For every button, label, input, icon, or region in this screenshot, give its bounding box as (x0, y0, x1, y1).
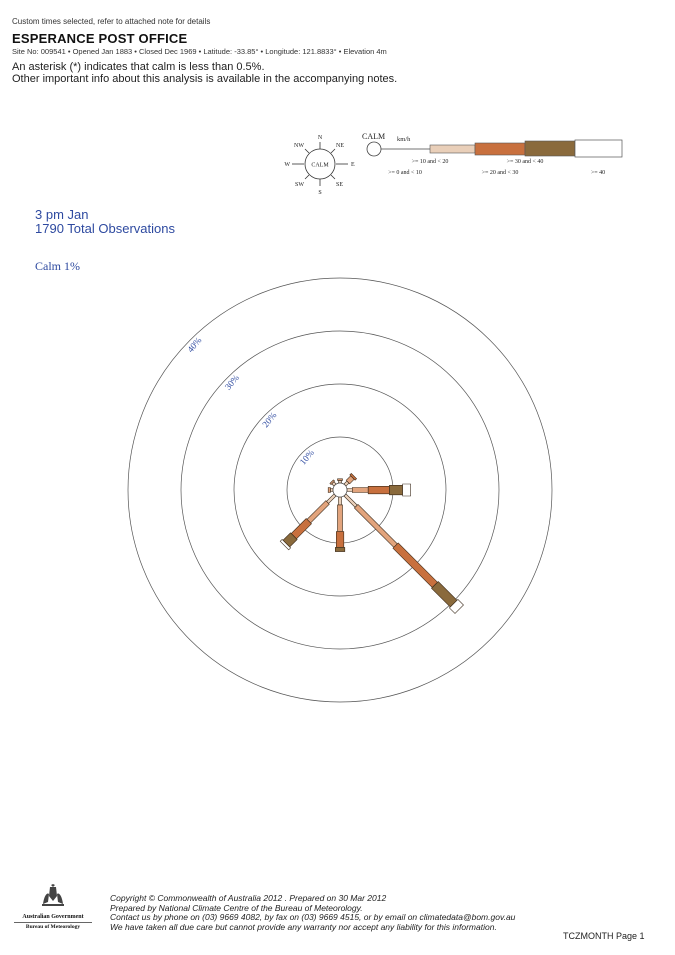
legend-bin-4-label: >= 40 (590, 170, 606, 176)
time-label: 3 pm Jan (35, 207, 89, 222)
bar-sw-bin-2 (291, 519, 311, 539)
bar-e-bin-3 (389, 485, 402, 495)
station-title: ESPERANCE POST OFFICE (12, 31, 188, 46)
compass-nw: NW (294, 143, 304, 149)
calm-circle (333, 483, 347, 497)
ring-label-30: 30% (222, 372, 241, 392)
ring-label-40: 40% (185, 335, 204, 355)
bar-se-bin-0 (344, 494, 357, 507)
legend-unit: km/h (397, 136, 411, 143)
total-observations: 1790 Total Observations (35, 221, 175, 236)
warranty-line: We have taken all due care but cannot provide any warranty nor accept any liability for this information. (110, 921, 497, 932)
page-label: TCZMONTH Page 1 (563, 931, 645, 941)
copyright-line: Copyright © Commonwealth of Australia 2012 . Prepared on 30 Mar 2012 (110, 893, 387, 903)
bar-s-bin-3 (335, 547, 345, 551)
bar-e-bin-0 (347, 489, 352, 492)
legend-bin-3-label: >= 30 and < 40 (506, 159, 544, 165)
bar-s-bin-0 (339, 497, 342, 505)
compass-sw: SW (295, 182, 304, 188)
org-line2: Bureau of Meteorology (14, 922, 92, 930)
bar-e-bin-1 (352, 488, 368, 493)
calm-percentage: Calm 1% (35, 259, 80, 273)
compass-n: N (317, 135, 323, 141)
asterisk-note: An asterisk (*) indicates that calm is less than 0.5%. (12, 61, 265, 73)
bar-s-bin-1 (338, 505, 343, 532)
bar-e-bin-2 (368, 486, 389, 494)
custom-times-note: Custom times selected, refer to attached note for details (12, 17, 211, 26)
prepared-line: Prepared by National Climate Centre of the Bureau of Meteorology. (110, 902, 363, 913)
bar-e-bin-4 (403, 484, 411, 496)
ring-label-20: 20% (260, 410, 279, 430)
bar-w-bin-1 (328, 488, 330, 493)
bar-n-bin-1 (338, 479, 343, 481)
legend-bin-2-label: >= 20 and < 30 (481, 170, 519, 176)
footer-notes (110, 894, 515, 932)
contact-line: Contact us by phone on (03) 9669 4082, by fax on (03) 9669 4515, or by email on climatedata@bom.gov.au (110, 912, 516, 922)
compass-s: S (318, 190, 322, 196)
legend-bin-0-label: >= 0 and < 10 (388, 170, 422, 176)
bar-se-bin-3 (432, 582, 458, 608)
bar-sw-bin-0 (327, 494, 337, 504)
bar-se-bin-2 (393, 543, 438, 588)
ring-label-10: 10% (297, 447, 316, 467)
compass-se: SE (336, 182, 344, 188)
compass-w: W (284, 162, 290, 168)
other-info-note: Other important info about this analysis is available in the accompanying notes. (12, 73, 398, 85)
site-info: Site No: 009541 • Opened Jan 1883 • Closed Dec 1969 • Latitude: -33.85° • Longitude: 121.8833° • Elevation 4m (12, 47, 387, 56)
bar-s-bin-2 (336, 532, 344, 548)
coat-of-arms-icon (38, 884, 68, 908)
compass-center-label: CALM (311, 162, 329, 169)
bar-sw-bin-1 (307, 501, 329, 523)
bar-w-bin-0 (330, 489, 333, 492)
org-line1: Australian Government (22, 914, 84, 920)
legend-bin-1-label: >= 10 and < 20 (411, 159, 449, 165)
bar-n-bin-0 (339, 480, 342, 483)
bar-group (280, 473, 463, 613)
compass-e: E (351, 162, 355, 168)
bom-logo (14, 884, 92, 930)
bar-se-bin-1 (354, 504, 397, 547)
compass-ne: NE (336, 143, 344, 149)
legend-calm-label: CALM (362, 132, 386, 141)
